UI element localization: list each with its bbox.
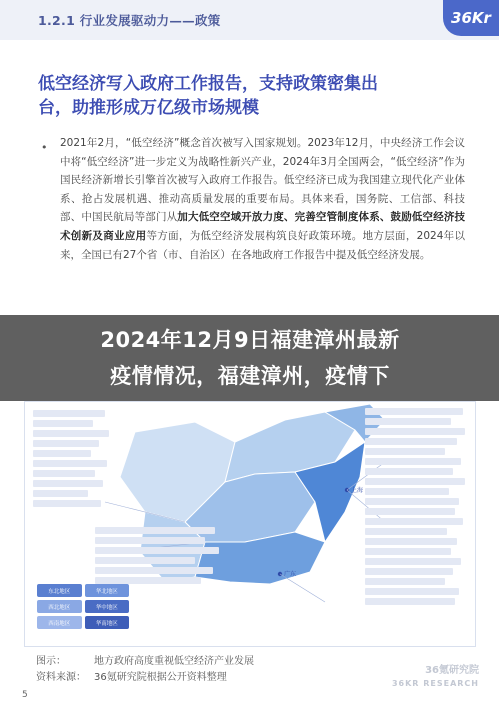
legend-item: 华中地区 (85, 600, 130, 613)
headline (38, 72, 478, 120)
figure-caption (36, 654, 254, 686)
legend-item: 华北地区 (85, 584, 130, 597)
legend-item: 东北地区 (37, 584, 82, 597)
map-label-shanghai: 上海 (351, 487, 364, 494)
body-text-bold: 加大低空空域开放力度、完善空管制度体系、鼓励低空经济技术创新及商业应用 (60, 211, 466, 242)
annotation-group-bottom (95, 527, 225, 587)
overlay-title-line-2: 疫情情况，福建漳州，疫情下 (110, 364, 390, 388)
caption-text-figure: 地方政府高度重视低空经济产业发展 (94, 656, 254, 667)
body-paragraph (60, 134, 465, 264)
watermark-line-2: 36KR RESEARCH (391, 679, 479, 688)
map-legend (37, 584, 129, 629)
legend-item: 西北地区 (37, 600, 82, 613)
watermark (392, 664, 479, 690)
page-number: 5 (22, 690, 28, 700)
headline-line-2: 台，助推形成万亿级市场规模 (38, 98, 259, 118)
headline-line-1: 低空经济写入政府工作报告，支持政策密集出 (38, 74, 378, 94)
legend-item: 华南地区 (85, 616, 130, 629)
body-text-part-1: 2021年2月，“低空经济”概念首次被写入国家规划。2023年12月，中央经济工作会议中将“低空经济”进一步定义为战略性新兴产业，2024年3月全国两会，“低空经济”作为国民经济新增长引擎首次被写入政府工作报告。低空经济已成为我国建立现代化产业体系、抢占发展机遇、推动高质量发展的重要布局。具体来看，国务院、工信部、科技部、中国民航局等部门从 (60, 137, 465, 224)
body-text-part-2: 等方面，为低空经济发展构筑良好政策环境。地方层面，2024年以来，全国已有27个省（市、自治区）在各地政府工作报告中提及低空经济发展。 (60, 229, 465, 261)
legend-item: 西南地区 (37, 616, 82, 629)
caption-text-source: 36氪研究院根据公开资料整理 (94, 672, 227, 683)
map-label-guangdong: 广东 (284, 571, 297, 578)
watermark-line-1: 36氪研究院 (425, 665, 479, 676)
section-title: 1.2.1 行业发展驱动力——政策 (38, 13, 221, 28)
annotation-group-left (33, 410, 113, 510)
overlay-title-line-1: 2024年12月9日福建漳州最新 (100, 328, 400, 352)
page-header (0, 0, 499, 40)
caption-label-source: 资料来源： (36, 672, 86, 683)
policy-map-figure (24, 401, 476, 647)
caption-label-figure: 图示： (36, 656, 66, 667)
brand-logo: 36Kr (443, 0, 499, 36)
overlay-title (10, 322, 490, 394)
bullet-icon: • (41, 141, 48, 154)
annotation-group-right (365, 408, 470, 608)
